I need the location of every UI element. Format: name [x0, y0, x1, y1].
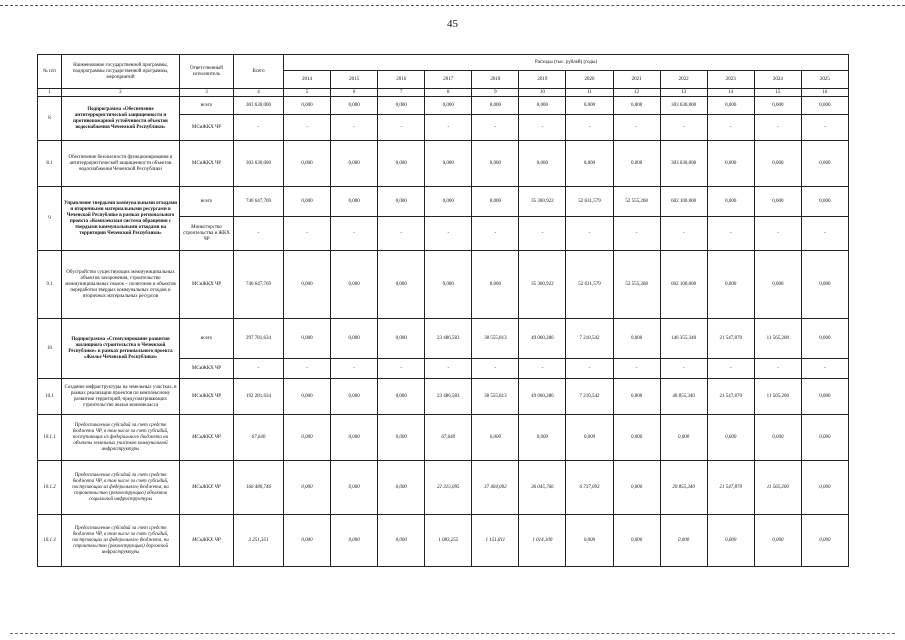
page-number: 45	[447, 18, 458, 30]
scan-edge-bottom	[10, 633, 895, 634]
subrow-value: -	[660, 217, 707, 251]
row-total: 303 630,000	[234, 97, 284, 115]
row-value: 1 014,100	[519, 515, 566, 567]
column-number: 3	[180, 89, 234, 97]
row-value: 0,000	[801, 187, 848, 217]
subrow-value: -	[801, 217, 848, 251]
header-year: 2014	[284, 71, 331, 89]
column-number: 13	[660, 89, 707, 97]
row-value: 0,000	[331, 319, 378, 359]
subrow-value: -	[660, 115, 707, 141]
row-name: Создание инфраструктуры на земельных участках, в рамках реализации проектов по комплексному развитию территорий, предусматривающих строительство жилья экономкласса	[62, 379, 180, 415]
row-number: 9.1	[38, 251, 62, 319]
header-year: 2025	[801, 71, 848, 89]
subrow-value: -	[613, 115, 660, 141]
row-value: 22 315,095	[425, 461, 472, 515]
subrow-value: -	[378, 115, 425, 141]
table-row	[38, 415, 849, 461]
row-value: 0,000	[613, 515, 660, 567]
row-value: 1 083,255	[425, 515, 472, 567]
row-total: 740 647,769	[234, 251, 284, 319]
row-value: 0,000	[378, 319, 425, 359]
row-name: Подпрограмма «Обеспечение антитеррористической защищенности и противопожарной устойчивости объектов водоснабжения Чеченской Республики»	[62, 97, 180, 141]
subrow-value: -	[519, 217, 566, 251]
row-number: 9	[38, 187, 62, 251]
table-row	[38, 461, 849, 515]
subrow-value: -	[425, 359, 472, 379]
row-value: 0,000	[613, 97, 660, 115]
row-value: 0,000	[331, 379, 378, 415]
row-number: 10	[38, 319, 62, 379]
budget-table	[37, 54, 849, 567]
subrow-value: -	[613, 217, 660, 251]
row-value: 0,000	[331, 97, 378, 115]
header-name: Наименование государственной программы, подпрограммы государственной программы, мероприятий	[62, 55, 180, 89]
row-value: 0,000	[660, 515, 707, 567]
row-value: 0,000	[754, 251, 801, 319]
row-number: 10.1.2	[38, 461, 62, 515]
row-name: Обустройство существующих межмуниципальных объектов захоронения, строительство межмуниципальных свалок – полигонов и объектов переработки твердых коммунальных отходов и вторичных материальных ресурсов	[62, 251, 180, 319]
row-value: 0,000	[284, 251, 331, 319]
row-value: 0,000	[801, 515, 848, 567]
row-value: 0,000	[284, 97, 331, 115]
row-number: 10.1.1	[38, 415, 62, 461]
row-value: 0,000	[754, 415, 801, 461]
row-number: 8	[38, 97, 62, 141]
header-total: Всего	[234, 55, 284, 89]
row-responsible: всего	[180, 187, 234, 217]
row-responsible: всего	[180, 97, 234, 115]
row-value: 0,000	[707, 97, 754, 115]
column-number: 6	[331, 89, 378, 97]
header-responsible: Ответственный исполнитель	[180, 55, 234, 89]
row-value: 0,000	[284, 461, 331, 515]
subrow-value: -	[754, 217, 801, 251]
row-value: 0,000	[613, 319, 660, 359]
row-responsible: МСиЖКХ ЧР	[180, 251, 234, 319]
row-value: 38 555,813	[472, 379, 519, 415]
row-value: 52 631,579	[566, 187, 613, 217]
row-total: 192 281,634	[234, 379, 284, 415]
row-value: 0,000	[284, 141, 331, 187]
subrow-value: -	[519, 359, 566, 379]
header-year: 2022	[660, 71, 707, 89]
row-value: 0,000	[378, 251, 425, 319]
column-number: 12	[613, 89, 660, 97]
subrow-value: -	[566, 115, 613, 141]
subrow-value: -	[284, 217, 331, 251]
column-number: 15	[754, 89, 801, 97]
header-year: 2020	[566, 71, 613, 89]
subrow-value: -	[472, 115, 519, 141]
table-row	[38, 251, 849, 319]
subrow-value: -	[707, 217, 754, 251]
row-name: Управление твердыми коммунальными отходами и вторичными материальными ресурсами в Чеченской Республике в рамках регионального проекта «Комплексная система обращения с твердыми коммунальными отходами на территории Чеченской Республики»	[62, 187, 180, 251]
subrow-value: -	[519, 115, 566, 141]
row-name: Предоставление субсидий за счет средств бюджета ЧР, в том числе за счет субсидий, поступающих из федерального бюджета, на строительство (реконструкцию) объектов социальной инфраструктуры	[62, 461, 180, 515]
row-value: 0,000	[707, 415, 754, 461]
row-value: 0,000	[425, 187, 472, 217]
row-value: 35 360,922	[519, 187, 566, 217]
row-value: 36 045,766	[519, 461, 566, 515]
row-value: 0,000	[801, 251, 848, 319]
row-value: 0,000	[707, 141, 754, 187]
subrow-value: -	[801, 359, 848, 379]
row-value: 0,000	[801, 141, 848, 187]
row-value: 0,000	[566, 515, 613, 567]
row-value: 0,000	[801, 415, 848, 461]
row-value: 52 631,579	[566, 251, 613, 319]
row-value: 0,000	[613, 379, 660, 415]
column-number: 4	[234, 89, 284, 97]
row-value: 0,000	[284, 379, 331, 415]
row-total: 740 647,769	[234, 187, 284, 217]
row-value: 0,000	[566, 97, 613, 115]
row-value: 0,000	[331, 141, 378, 187]
row-value: 49 060,286	[519, 379, 566, 415]
row-value: 0,000	[425, 141, 472, 187]
row-value: 0,000	[519, 97, 566, 115]
subrow-value: -	[566, 217, 613, 251]
header-year: 2016	[378, 71, 425, 89]
table-row	[38, 97, 849, 115]
subrow-value: -	[331, 359, 378, 379]
row-value: 23 486,583	[425, 379, 472, 415]
row-value: 0,000	[754, 515, 801, 567]
row-value: 52 555,268	[613, 251, 660, 319]
row-value: 0,000	[331, 187, 378, 217]
row-value: 0,000	[472, 141, 519, 187]
row-value: 0,000	[378, 141, 425, 187]
header-year: 2024	[754, 71, 801, 89]
row-number: 8.1	[38, 141, 62, 187]
column-number: 2	[62, 89, 180, 97]
row-total: 3 251,351	[234, 515, 284, 567]
column-number: 1	[38, 89, 62, 97]
row-responsible: МСиЖКХ ЧР	[180, 415, 234, 461]
subrow-value: -	[425, 115, 472, 141]
row-number: 10.1.3	[38, 515, 62, 567]
header-no: № п/п	[38, 55, 62, 89]
subrow-value: -	[234, 217, 284, 251]
row-total: 303 630,000	[234, 141, 284, 187]
row-value: 11 565,200	[754, 319, 801, 359]
row-responsible: МСиЖКХ ЧР	[180, 461, 234, 515]
scan-edge-top	[0, 5, 905, 6]
row-value: 0,000	[754, 97, 801, 115]
column-number: 10	[519, 89, 566, 97]
row-value: 0,000	[801, 461, 848, 515]
column-number: 11	[566, 89, 613, 97]
row-value: 0,000	[472, 97, 519, 115]
row-value: 23 486,583	[425, 319, 472, 359]
row-value: 0,000	[331, 251, 378, 319]
row-value: 0,000	[425, 251, 472, 319]
row-responsible: МСиЖКХ ЧР	[180, 515, 234, 567]
row-responsible: МСиЖКХ ЧР	[180, 141, 234, 187]
row-value: 0,000	[566, 141, 613, 187]
row-responsible: МСиЖКХ ЧР	[180, 379, 234, 415]
row-value: 602 100,000	[660, 251, 707, 319]
column-number: 14	[707, 89, 754, 97]
row-responsible: всего	[180, 319, 234, 359]
row-value: 0,000	[331, 515, 378, 567]
row-value: 146 355,340	[660, 319, 707, 359]
column-number-row	[38, 89, 849, 97]
row-value: 303 630,000	[660, 141, 707, 187]
subrow-value: -	[331, 217, 378, 251]
subrow-value: -	[234, 115, 284, 141]
row-value: 0,000	[519, 141, 566, 187]
row-value: 21 547,870	[707, 461, 754, 515]
row-value: 0,000	[378, 515, 425, 567]
subrow-value: -	[754, 359, 801, 379]
column-number: 7	[378, 89, 425, 97]
row-total: 297 781,634	[234, 319, 284, 359]
header-year: 2015	[331, 71, 378, 89]
subrow-value: -	[378, 359, 425, 379]
row-value: 0,000	[378, 461, 425, 515]
row-total: 67,640	[234, 415, 284, 461]
row-value: 21 547,870	[707, 379, 754, 415]
row-value: 0,000	[754, 141, 801, 187]
row-name: Подпрограмма «Стимулирование развития жилищного строительства в Чеченской Республике» в рамках регионального проекта «Жилье Чеченской Республики»	[62, 319, 180, 379]
row-value: 0,000	[284, 187, 331, 217]
table-row	[38, 515, 849, 567]
subrow-value: -	[566, 359, 613, 379]
column-number: 5	[284, 89, 331, 97]
row-value: 0,000	[613, 461, 660, 515]
subrow-value: -	[707, 115, 754, 141]
row-value: 40 855,340	[660, 379, 707, 415]
column-number: 8	[425, 89, 472, 97]
header-year: 2017	[425, 71, 472, 89]
column-number: 9	[472, 89, 519, 97]
subrow-value: -	[284, 115, 331, 141]
table-row	[38, 379, 849, 415]
row-value: 6 737,093	[566, 461, 613, 515]
row-value: 0,000	[331, 415, 378, 461]
row-value: 52 555,268	[613, 187, 660, 217]
subrow-value: -	[425, 217, 472, 251]
row-value: 49 060,286	[519, 319, 566, 359]
row-total: 166 480,746	[234, 461, 284, 515]
row-value: 0,000	[378, 415, 425, 461]
row-value: 0,000	[707, 251, 754, 319]
row-value: 0,000	[801, 319, 848, 359]
row-value: 35 360,922	[519, 251, 566, 319]
row-value: 0,000	[284, 415, 331, 461]
row-value: 0,000	[801, 97, 848, 115]
row-name: Обеспечение безопасности функционирования и антитеррористической защищенности объектов водоснабжения Чеченской Республики	[62, 141, 180, 187]
row-value: 0,000	[284, 319, 331, 359]
table-row	[38, 141, 849, 187]
row-value: 0,000	[801, 379, 848, 415]
row-value: 37 404,002	[472, 461, 519, 515]
row-value: 0,000	[378, 379, 425, 415]
header-year: 2021	[613, 71, 660, 89]
row-value: 0,000	[378, 97, 425, 115]
header-expenses: Расходы (тыс. рублей) (годы)	[284, 55, 849, 71]
subrow-value: -	[284, 359, 331, 379]
row-value: 20 855,340	[660, 461, 707, 515]
subrow-value: -	[801, 115, 848, 141]
subrow-value: -	[707, 359, 754, 379]
row-name: Предоставление субсидий за счет средств бюджета ЧР, в том числе за счет субсидий, поступающих из федерального бюджета на объекты земельных участков коммунальной инфраструктуры	[62, 415, 180, 461]
subrow-value: -	[754, 115, 801, 141]
row-value: 0,000	[707, 187, 754, 217]
row-value: 0,000	[472, 415, 519, 461]
row-value: 11 565,200	[754, 379, 801, 415]
row-value: 7 210,542	[566, 319, 613, 359]
row-value: 0,000	[378, 187, 425, 217]
row-value: 0,000	[472, 187, 519, 217]
header-year: 2023	[707, 71, 754, 89]
row-number: 10.1	[38, 379, 62, 415]
row-value: 0,000	[284, 515, 331, 567]
row-value: 38 555,813	[472, 319, 519, 359]
row-value: 67,640	[425, 415, 472, 461]
row-value: 0,000	[613, 415, 660, 461]
column-number: 16	[801, 89, 848, 97]
subrow-responsible: МСиЖКХ ЧР	[180, 359, 234, 379]
subrow-value: -	[331, 115, 378, 141]
header-year: 2019	[519, 71, 566, 89]
row-value: 602 100,000	[660, 187, 707, 217]
row-value: 21 547,870	[707, 319, 754, 359]
subrow-responsible: МСиЖКХ ЧР	[180, 115, 234, 141]
table-row	[38, 187, 849, 217]
subrow-value: -	[613, 359, 660, 379]
row-value: 0,000	[519, 415, 566, 461]
subrow-value: -	[378, 217, 425, 251]
row-value: 0,000	[754, 187, 801, 217]
subrow-value: -	[472, 217, 519, 251]
row-value: 11 565,200	[754, 461, 801, 515]
row-value: 1 151,811	[472, 515, 519, 567]
row-value: 0,000	[660, 415, 707, 461]
row-value: 0,000	[613, 141, 660, 187]
row-value: 0,000	[707, 515, 754, 567]
subrow-responsible: Министерство строительства и ЖКХ ЧР	[180, 217, 234, 251]
subrow-value: -	[660, 359, 707, 379]
header-year: 2018	[472, 71, 519, 89]
row-value: 0,000	[331, 461, 378, 515]
subrow-value: -	[472, 359, 519, 379]
subrow-value: -	[234, 359, 284, 379]
table-body	[38, 97, 849, 567]
row-value: 7 210,542	[566, 379, 613, 415]
row-value: 303 630,000	[660, 97, 707, 115]
table-row	[38, 319, 849, 359]
row-value: 0,000	[472, 251, 519, 319]
row-name: Предоставление субсидий за счет средств бюджета ЧР, в том числе за счет субсидий, поступающих из федерального бюджета, на строительство (реконструкцию) дорожной инфраструктуры	[62, 515, 180, 567]
row-value: 0,000	[425, 97, 472, 115]
row-value: 0,000	[566, 415, 613, 461]
